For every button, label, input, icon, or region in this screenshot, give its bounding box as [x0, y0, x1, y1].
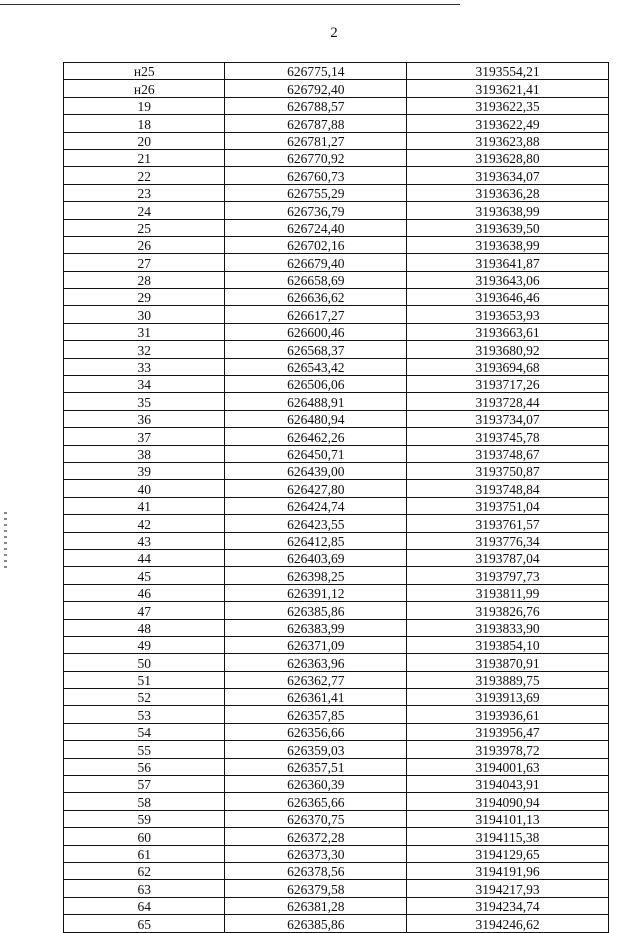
y-coordinate-cell: 3193634,07: [407, 167, 609, 184]
point-number-cell: 35: [64, 393, 225, 410]
table-row: [64, 254, 609, 271]
x-coordinate-cell: 626600,46: [225, 323, 407, 340]
x-coordinate-cell: 626488,91: [225, 393, 407, 410]
y-coordinate-cell: 3193833,90: [407, 619, 609, 636]
x-coordinate-cell: 626724,40: [225, 219, 407, 236]
table-row: [64, 184, 609, 201]
point-number-cell: 37: [64, 428, 225, 445]
point-number-cell: 40: [64, 480, 225, 497]
y-coordinate-cell: 3194217,93: [407, 880, 609, 897]
y-coordinate-cell: 3193638,99: [407, 236, 609, 253]
table-row: [64, 271, 609, 288]
point-number-cell: 48: [64, 619, 225, 636]
point-number-cell: 27: [64, 254, 225, 271]
point-number-cell: 26: [64, 236, 225, 253]
table-row: [64, 219, 609, 236]
table-row: [64, 462, 609, 479]
x-coordinate-cell: 626359,03: [225, 741, 407, 758]
table-row: [64, 915, 609, 932]
table-row: [64, 167, 609, 184]
x-coordinate-cell: 626361,41: [225, 689, 407, 706]
point-number-cell: 51: [64, 671, 225, 688]
y-coordinate-cell: 3194234,74: [407, 897, 609, 914]
point-number-cell: 32: [64, 341, 225, 358]
x-coordinate-cell: 626781,27: [225, 132, 407, 149]
coordinates-table-body: [64, 63, 609, 933]
point-number-cell: 63: [64, 880, 225, 897]
x-coordinate-cell: 626423,55: [225, 515, 407, 532]
x-coordinate-cell: 626770,92: [225, 149, 407, 166]
y-coordinate-cell: 3193646,46: [407, 289, 609, 306]
point-number-cell: 18: [64, 115, 225, 132]
x-coordinate-cell: 626702,16: [225, 236, 407, 253]
y-coordinate-cell: 3193745,78: [407, 428, 609, 445]
x-coordinate-cell: 626439,00: [225, 462, 407, 479]
y-coordinate-cell: 3193751,04: [407, 497, 609, 514]
y-coordinate-cell: 3193638,99: [407, 202, 609, 219]
y-coordinate-cell: 3193956,47: [407, 723, 609, 740]
point-number-cell: 19: [64, 97, 225, 114]
y-coordinate-cell: 3193826,76: [407, 602, 609, 619]
point-number-cell: 50: [64, 654, 225, 671]
table-row: [64, 289, 609, 306]
x-coordinate-cell: 626568,37: [225, 341, 407, 358]
y-coordinate-cell: 3193663,61: [407, 323, 609, 340]
table-row: [64, 410, 609, 427]
y-coordinate-cell: 3193750,87: [407, 462, 609, 479]
coordinates-table: [63, 62, 609, 933]
point-number-cell: 61: [64, 845, 225, 862]
table-row: [64, 636, 609, 653]
table-row: [64, 428, 609, 445]
point-number-cell: 39: [64, 462, 225, 479]
x-coordinate-cell: 626385,86: [225, 915, 407, 932]
y-coordinate-cell: 3193643,06: [407, 271, 609, 288]
y-coordinate-cell: 3194115,38: [407, 828, 609, 845]
table-row: [64, 810, 609, 827]
table-row: [64, 741, 609, 758]
point-number-cell: 49: [64, 636, 225, 653]
x-coordinate-cell: 626379,58: [225, 880, 407, 897]
x-coordinate-cell: 626792,40: [225, 80, 407, 97]
y-coordinate-cell: 3193717,26: [407, 376, 609, 393]
table-row: [64, 706, 609, 723]
point-number-cell: 47: [64, 602, 225, 619]
table-row: [64, 306, 609, 323]
y-coordinate-cell: 3193680,92: [407, 341, 609, 358]
point-number-cell: 33: [64, 358, 225, 375]
table-row: [64, 376, 609, 393]
point-number-cell: 65: [64, 915, 225, 932]
x-coordinate-cell: 626383,99: [225, 619, 407, 636]
y-coordinate-cell: 3194043,91: [407, 776, 609, 793]
y-coordinate-cell: 3193776,34: [407, 532, 609, 549]
point-number-cell: 31: [64, 323, 225, 340]
point-number-cell: 58: [64, 793, 225, 810]
point-number-cell: 62: [64, 862, 225, 879]
table-row: [64, 358, 609, 375]
y-coordinate-cell: 3193653,93: [407, 306, 609, 323]
table-row: [64, 793, 609, 810]
y-coordinate-cell: 3193978,72: [407, 741, 609, 758]
table-row: [64, 584, 609, 601]
point-number-cell: 23: [64, 184, 225, 201]
point-number-cell: 24: [64, 202, 225, 219]
point-number-cell: 25: [64, 219, 225, 236]
table-row: [64, 776, 609, 793]
table-row: [64, 567, 609, 584]
table-row: [64, 341, 609, 358]
x-coordinate-cell: 626427,80: [225, 480, 407, 497]
point-number-cell: 20: [64, 132, 225, 149]
x-coordinate-cell: 626378,56: [225, 862, 407, 879]
point-number-cell: н25: [64, 63, 225, 80]
y-coordinate-cell: 3194191,96: [407, 862, 609, 879]
x-coordinate-cell: 626403,69: [225, 549, 407, 566]
y-coordinate-cell: 3193728,44: [407, 393, 609, 410]
table-row: [64, 515, 609, 532]
y-coordinate-cell: 3193761,57: [407, 515, 609, 532]
table-row: [64, 97, 609, 114]
x-coordinate-cell: 626362,77: [225, 671, 407, 688]
point-number-cell: 59: [64, 810, 225, 827]
y-coordinate-cell: 3194246,62: [407, 915, 609, 932]
point-number-cell: 38: [64, 445, 225, 462]
point-number-cell: 41: [64, 497, 225, 514]
x-coordinate-cell: 626371,09: [225, 636, 407, 653]
table-row: [64, 132, 609, 149]
point-number-cell: 30: [64, 306, 225, 323]
x-coordinate-cell: 626775,14: [225, 63, 407, 80]
point-number-cell: 64: [64, 897, 225, 914]
y-coordinate-cell: 3193639,50: [407, 219, 609, 236]
y-coordinate-cell: 3193748,84: [407, 480, 609, 497]
y-coordinate-cell: 3193622,49: [407, 115, 609, 132]
x-coordinate-cell: 626398,25: [225, 567, 407, 584]
x-coordinate-cell: 626480,94: [225, 410, 407, 427]
x-coordinate-cell: 626365,66: [225, 793, 407, 810]
table-row: [64, 497, 609, 514]
x-coordinate-cell: 626787,88: [225, 115, 407, 132]
x-coordinate-cell: 626412,85: [225, 532, 407, 549]
x-coordinate-cell: 626788,57: [225, 97, 407, 114]
y-coordinate-cell: 3193913,69: [407, 689, 609, 706]
x-coordinate-cell: 626385,86: [225, 602, 407, 619]
x-coordinate-cell: 626617,27: [225, 306, 407, 323]
table-row: [64, 480, 609, 497]
point-number-cell: 28: [64, 271, 225, 288]
table-row: [64, 671, 609, 688]
x-coordinate-cell: 626736,79: [225, 202, 407, 219]
table-row: [64, 619, 609, 636]
y-coordinate-cell: 3193797,73: [407, 567, 609, 584]
x-coordinate-cell: 626363,96: [225, 654, 407, 671]
x-coordinate-cell: 626636,62: [225, 289, 407, 306]
point-number-cell: 34: [64, 376, 225, 393]
point-number-cell: 54: [64, 723, 225, 740]
y-coordinate-cell: 3193734,07: [407, 410, 609, 427]
table-row: [64, 897, 609, 914]
table-row: [64, 149, 609, 166]
x-coordinate-cell: 626372,28: [225, 828, 407, 845]
y-coordinate-cell: 3193621,41: [407, 80, 609, 97]
table-row: [64, 689, 609, 706]
point-number-cell: 44: [64, 549, 225, 566]
point-number-cell: 60: [64, 828, 225, 845]
table-row: [64, 80, 609, 97]
y-coordinate-cell: 3193936,61: [407, 706, 609, 723]
table-row: [64, 828, 609, 845]
y-coordinate-cell: 3193854,10: [407, 636, 609, 653]
table-row: [64, 393, 609, 410]
table-row: [64, 532, 609, 549]
point-number-cell: н26: [64, 80, 225, 97]
y-coordinate-cell: 3194101,13: [407, 810, 609, 827]
point-number-cell: 46: [64, 584, 225, 601]
x-coordinate-cell: 626370,75: [225, 810, 407, 827]
point-number-cell: 53: [64, 706, 225, 723]
y-coordinate-cell: 3193787,04: [407, 549, 609, 566]
y-coordinate-cell: 3193636,28: [407, 184, 609, 201]
x-coordinate-cell: 626381,28: [225, 897, 407, 914]
point-number-cell: 29: [64, 289, 225, 306]
y-coordinate-cell: 3194129,65: [407, 845, 609, 862]
point-number-cell: 42: [64, 515, 225, 532]
header-rule: [0, 4, 460, 5]
y-coordinate-cell: 3193623,88: [407, 132, 609, 149]
x-coordinate-cell: 626357,85: [225, 706, 407, 723]
table-row: [64, 723, 609, 740]
point-number-cell: 56: [64, 758, 225, 775]
x-coordinate-cell: 626360,39: [225, 776, 407, 793]
y-coordinate-cell: 3193641,87: [407, 254, 609, 271]
x-coordinate-cell: 626373,30: [225, 845, 407, 862]
point-number-cell: 45: [64, 567, 225, 584]
y-coordinate-cell: 3193870,91: [407, 654, 609, 671]
table-row: [64, 862, 609, 879]
x-coordinate-cell: 626506,06: [225, 376, 407, 393]
x-coordinate-cell: 626658,69: [225, 271, 407, 288]
table-row: [64, 445, 609, 462]
x-coordinate-cell: 626356,66: [225, 723, 407, 740]
point-number-cell: 55: [64, 741, 225, 758]
point-number-cell: 36: [64, 410, 225, 427]
x-coordinate-cell: 626755,29: [225, 184, 407, 201]
table-row: [64, 758, 609, 775]
x-coordinate-cell: 626543,42: [225, 358, 407, 375]
y-coordinate-cell: 3193628,80: [407, 149, 609, 166]
y-coordinate-cell: 3194090,94: [407, 793, 609, 810]
table-row: [64, 236, 609, 253]
table-row: [64, 202, 609, 219]
point-number-cell: 43: [64, 532, 225, 549]
page-number: 2: [330, 25, 338, 41]
y-coordinate-cell: 3193554,21: [407, 63, 609, 80]
y-coordinate-cell: 3193889,75: [407, 671, 609, 688]
table-row: [64, 845, 609, 862]
y-coordinate-cell: 3193622,35: [407, 97, 609, 114]
point-number-cell: 22: [64, 167, 225, 184]
table-row: [64, 63, 609, 80]
table-row: [64, 549, 609, 566]
x-coordinate-cell: 626462,26: [225, 428, 407, 445]
y-coordinate-cell: 3193748,67: [407, 445, 609, 462]
x-coordinate-cell: 626760,73: [225, 167, 407, 184]
y-coordinate-cell: 3193811,99: [407, 584, 609, 601]
y-coordinate-cell: 3193694,68: [407, 358, 609, 375]
point-number-cell: 57: [64, 776, 225, 793]
x-coordinate-cell: 626450,71: [225, 445, 407, 462]
x-coordinate-cell: 626357,51: [225, 758, 407, 775]
point-number-cell: 21: [64, 149, 225, 166]
y-coordinate-cell: 3194001,63: [407, 758, 609, 775]
table-row: [64, 654, 609, 671]
table-row: [64, 323, 609, 340]
x-coordinate-cell: 626391,12: [225, 584, 407, 601]
table-row: [64, 880, 609, 897]
x-coordinate-cell: 626679,40: [225, 254, 407, 271]
margin-marks: [4, 512, 7, 572]
table-row: [64, 115, 609, 132]
x-coordinate-cell: 626424,74: [225, 497, 407, 514]
table-row: [64, 602, 609, 619]
point-number-cell: 52: [64, 689, 225, 706]
